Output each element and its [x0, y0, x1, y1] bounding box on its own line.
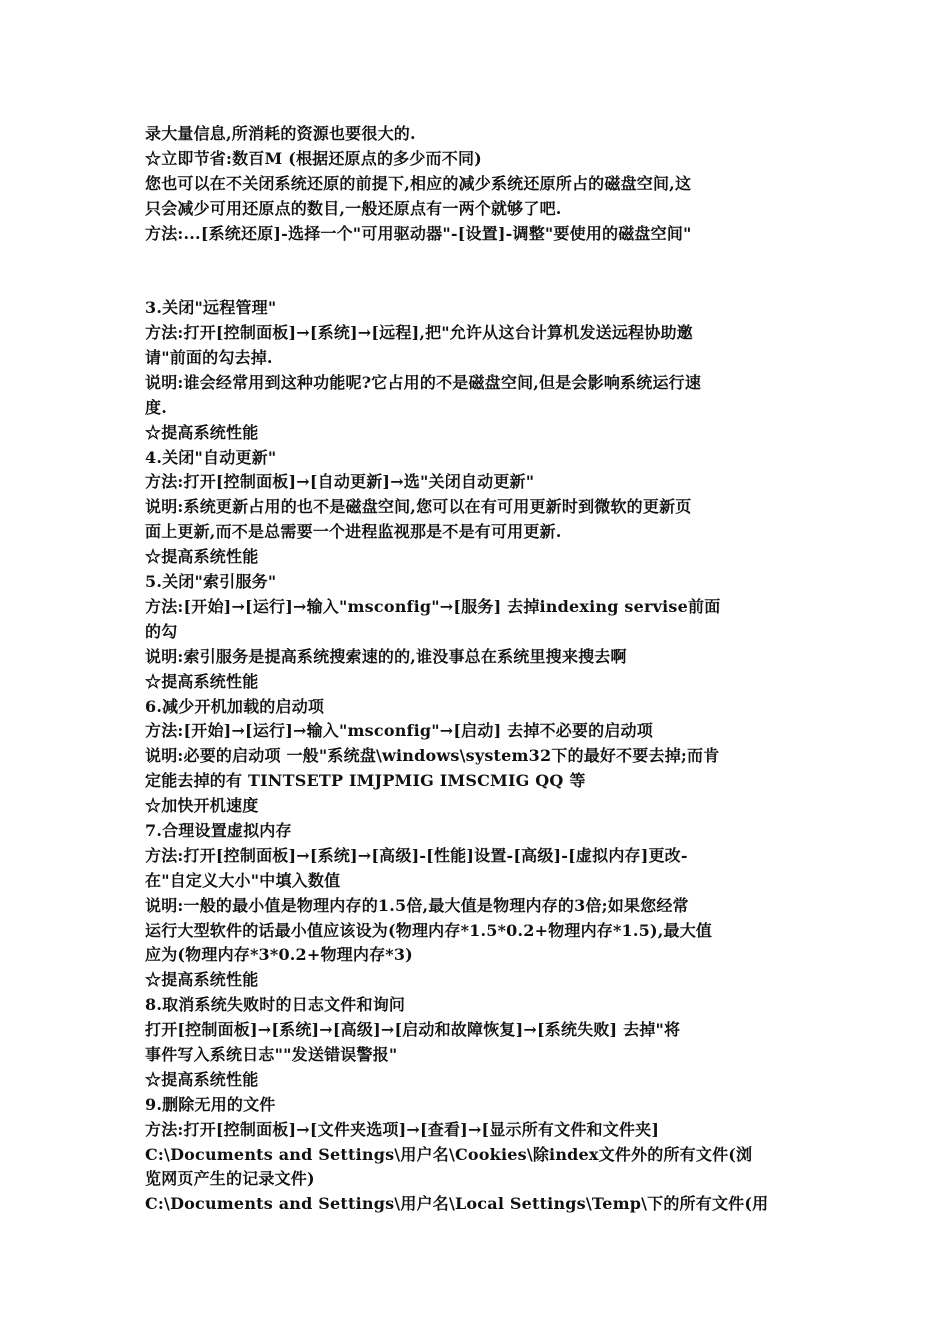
- text-line: 的勾: [145, 621, 178, 641]
- paragraph-gap: [145, 246, 810, 296]
- text-line: 说明:谁会经常用到这种功能呢?它占用的不是磁盘空间,但是会影响系统运行速: [145, 372, 702, 392]
- text-line: 方法:打开[控制面板]→[系统]→[远程],把"允许从这台计算机发送远程协助邀: [145, 323, 693, 343]
- text-line: 方法:打开[控制面板]→[系统]→[高级]-[性能]设置-[高级]-[虚拟内存]更改-: [145, 845, 688, 865]
- text-line: 8.取消系统失败时的日志文件和询问: [145, 995, 406, 1015]
- text-line: 说明:系统更新占用的也不是磁盘空间,您可以在有可用更新时到微软的更新页: [145, 497, 692, 517]
- text-line: 览网页产生的记录文件): [145, 1169, 315, 1189]
- text-line: 录大量信息,所消耗的资源也要很大的.: [145, 124, 416, 143]
- text-line: ☆提高系统性能: [145, 547, 259, 567]
- text-line: 在"自定义大小"中填入数值: [145, 870, 341, 890]
- text-line: C:\Documents and Settings\用户名\Cookies\除index文件外的所有文件(浏: [145, 1144, 753, 1164]
- text-line: 度.: [145, 397, 167, 417]
- text-line: 方法:打开[控制面板]→[文件夹选项]→[查看]→[显示所有文件和文件夹]: [145, 1119, 660, 1139]
- text-line: 9.删除无用的文件: [145, 1094, 276, 1114]
- text-line: 说明:一般的最小值是物理内存的1.5倍,最大值是物理内存的3倍;如果您经常: [145, 895, 689, 915]
- text-line: 3.关闭"远程管理": [145, 298, 277, 318]
- text-line: 方法:[开始]→[运行]→输入"msconfig"→[服务] 去掉indexing servise前面: [145, 596, 721, 616]
- text-line: ☆立即节省:数百M (根据还原点的多少而不同): [145, 148, 482, 168]
- text-line: 6.减少开机加载的启动项: [145, 696, 325, 716]
- text-line: 应为(物理内存*3*0.2+物理内存*3): [145, 945, 413, 965]
- text-line: ☆提高系统性能: [145, 671, 259, 691]
- text-line: 5.关闭"索引服务": [145, 572, 277, 592]
- text-line: C:\Documents and Settings\用户名\Local Settings\Temp\下的所有文件(用: [145, 1194, 769, 1214]
- text-line: 4.关闭"自动更新": [145, 447, 277, 467]
- text-line: 只会减少可用还原点的数目,一般还原点有一两个就够了吧.: [145, 198, 562, 218]
- text-line: 说明:索引服务是提高系统搜索速的的,谁没事总在系统里搜来搜去啊: [145, 646, 627, 666]
- text-line: 请"前面的勾去掉.: [145, 348, 273, 368]
- text-line: 事件写入系统日志""发送错误警报": [145, 1044, 398, 1064]
- document-body: [145, 122, 810, 1217]
- text-line: 方法:...[系统还原]-选择一个"可用驱动器"-[设置]-调整"要使用的磁盘空间": [145, 223, 692, 243]
- text-line: 方法:[开始]→[运行]→输入"msconfig"→[启动] 去掉不必要的启动项: [145, 721, 653, 741]
- text-line: 面上更新,而不是总需要一个进程监视那是不是有可用更新.: [145, 522, 562, 542]
- text-line: 您也可以在不关闭系统还原的前提下,相应的减少系统还原所占的磁盘空间,这: [145, 173, 692, 193]
- text-line: 定能去掉的有 TINTSETP IMJPMIG IMSCMIG QQ 等: [145, 771, 586, 791]
- text-line: ☆提高系统性能: [145, 422, 259, 442]
- text-line: 运行大型软件的话最小值应该设为(物理内存*1.5*0.2+物理内存*1.5),最大值: [145, 920, 713, 940]
- text-line: 7.合理设置虚拟内存: [145, 820, 292, 840]
- text-line: ☆提高系统性能: [145, 1069, 259, 1089]
- text-line: ☆提高系统性能: [145, 970, 259, 990]
- text-line: ☆加快开机速度: [145, 796, 259, 816]
- text-line: 打开[控制面板]→[系统]→[高级]→[启动和故障恢复]→[系统失败] 去掉"将: [145, 1020, 681, 1040]
- text-line: 方法:打开[控制面板]→[自动更新]→选"关闭自动更新": [145, 472, 535, 492]
- text-line: 说明:必要的启动项 一般"系统盘\windows\system32下的最好不要去掉;而肯: [145, 746, 720, 766]
